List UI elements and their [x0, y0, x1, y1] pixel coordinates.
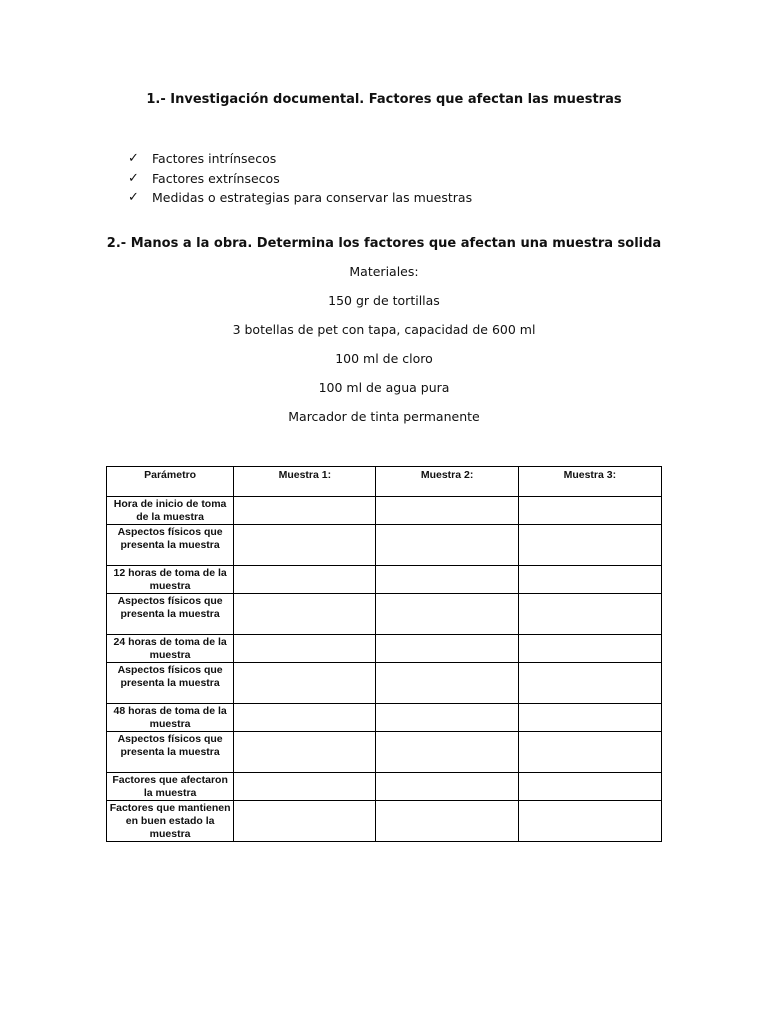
table-row [107, 635, 662, 663]
parameter-cell: Factores que afectaron la muestra [107, 773, 234, 801]
list-item [128, 149, 472, 169]
sample-3-cell[interactable] [518, 497, 661, 525]
table-row [107, 497, 662, 525]
sample-3-cell[interactable] [518, 566, 661, 594]
checkmark-icon: ✓ [128, 190, 139, 205]
sample-observation-table [106, 466, 662, 842]
sample-1-cell[interactable] [234, 732, 376, 773]
sample-2-cell[interactable] [376, 801, 518, 842]
sample-2-cell[interactable] [376, 635, 518, 663]
parameter-cell: Aspectos físicos que presenta la muestra [107, 732, 234, 773]
sample-2-cell[interactable] [376, 663, 518, 704]
sample-1-cell[interactable] [234, 663, 376, 704]
sample-2-cell[interactable] [376, 773, 518, 801]
column-header-sample-1: Muestra 1: [234, 467, 376, 497]
parameter-cell: 24 horas de toma de la muestra [107, 635, 234, 663]
material-item: Marcador de tinta permanente [288, 409, 480, 424]
materials-title: Materiales: [349, 264, 419, 279]
sample-2-cell[interactable] [376, 525, 518, 566]
column-header-parameter: Parámetro [107, 467, 234, 497]
sample-1-cell[interactable] [234, 704, 376, 732]
table-header-row [107, 467, 662, 497]
parameter-cell: Aspectos físicos que presenta la muestra [107, 525, 234, 566]
sample-1-cell[interactable] [234, 773, 376, 801]
material-item: 3 botellas de pet con tapa, capacidad de 600 ml [232, 322, 536, 337]
list-item [128, 188, 472, 208]
checkmark-icon: ✓ [128, 170, 139, 186]
parameter-cell: Hora de inicio de toma de la muestra [107, 497, 234, 525]
sample-2-cell[interactable] [376, 566, 518, 594]
sample-3-cell[interactable] [518, 635, 661, 663]
checkmark-icon: ✓ [128, 151, 139, 166]
list-item-label: Medidas o estrategias para conservar las muestras [152, 190, 473, 205]
sample-2-cell[interactable] [376, 704, 518, 732]
sample-3-cell[interactable] [518, 801, 661, 842]
sample-1-cell[interactable] [234, 801, 376, 842]
column-header-sample-3: Muestra 3: [518, 467, 661, 497]
list-item-label: Factores intrínsecos [152, 151, 277, 166]
section2-heading: 2.- Manos a la obra. Determina los factores que afectan una muestra solida [106, 236, 662, 251]
sample-3-cell[interactable] [518, 525, 661, 566]
sample-3-cell[interactable] [518, 663, 661, 704]
sample-3-cell[interactable] [518, 594, 661, 635]
material-item: 100 ml de agua pura [318, 380, 450, 395]
table-row [107, 566, 662, 594]
parameter-cell: 12 horas de toma de la muestra [107, 566, 234, 594]
sample-1-cell[interactable] [234, 594, 376, 635]
sample-2-cell[interactable] [376, 732, 518, 773]
column-header-sample-2: Muestra 2: [376, 467, 518, 497]
sample-1-cell[interactable] [234, 566, 376, 594]
list-item [128, 169, 472, 189]
parameter-cell: 48 horas de toma de la muestra [107, 704, 234, 732]
parameter-cell: Aspectos físicos que presenta la muestra [107, 663, 234, 704]
material-item: 100 ml de cloro [335, 351, 433, 366]
material-item: 150 gr de tortillas [328, 293, 440, 308]
topic-checklist [128, 149, 472, 208]
table-row [107, 704, 662, 732]
table-row [107, 663, 662, 704]
parameter-cell: Factores que mantienen en buen estado la muestra [107, 801, 234, 842]
sample-1-cell[interactable] [234, 635, 376, 663]
list-item-label: Factores extrínsecos [152, 170, 280, 186]
table-row [107, 801, 662, 842]
table-row [107, 525, 662, 566]
table-row [107, 732, 662, 773]
sample-3-cell[interactable] [518, 773, 661, 801]
sample-3-cell[interactable] [518, 732, 661, 773]
sample-3-cell[interactable] [518, 704, 661, 732]
sample-1-cell[interactable] [234, 497, 376, 525]
sample-1-cell[interactable] [234, 525, 376, 566]
section1-heading: 1.- Investigación documental. Factores que afectan las muestras [146, 92, 622, 107]
sample-2-cell[interactable] [376, 594, 518, 635]
table-row [107, 594, 662, 635]
sample-2-cell[interactable] [376, 497, 518, 525]
table-row [107, 773, 662, 801]
parameter-cell: Aspectos físicos que presenta la muestra [107, 594, 234, 635]
